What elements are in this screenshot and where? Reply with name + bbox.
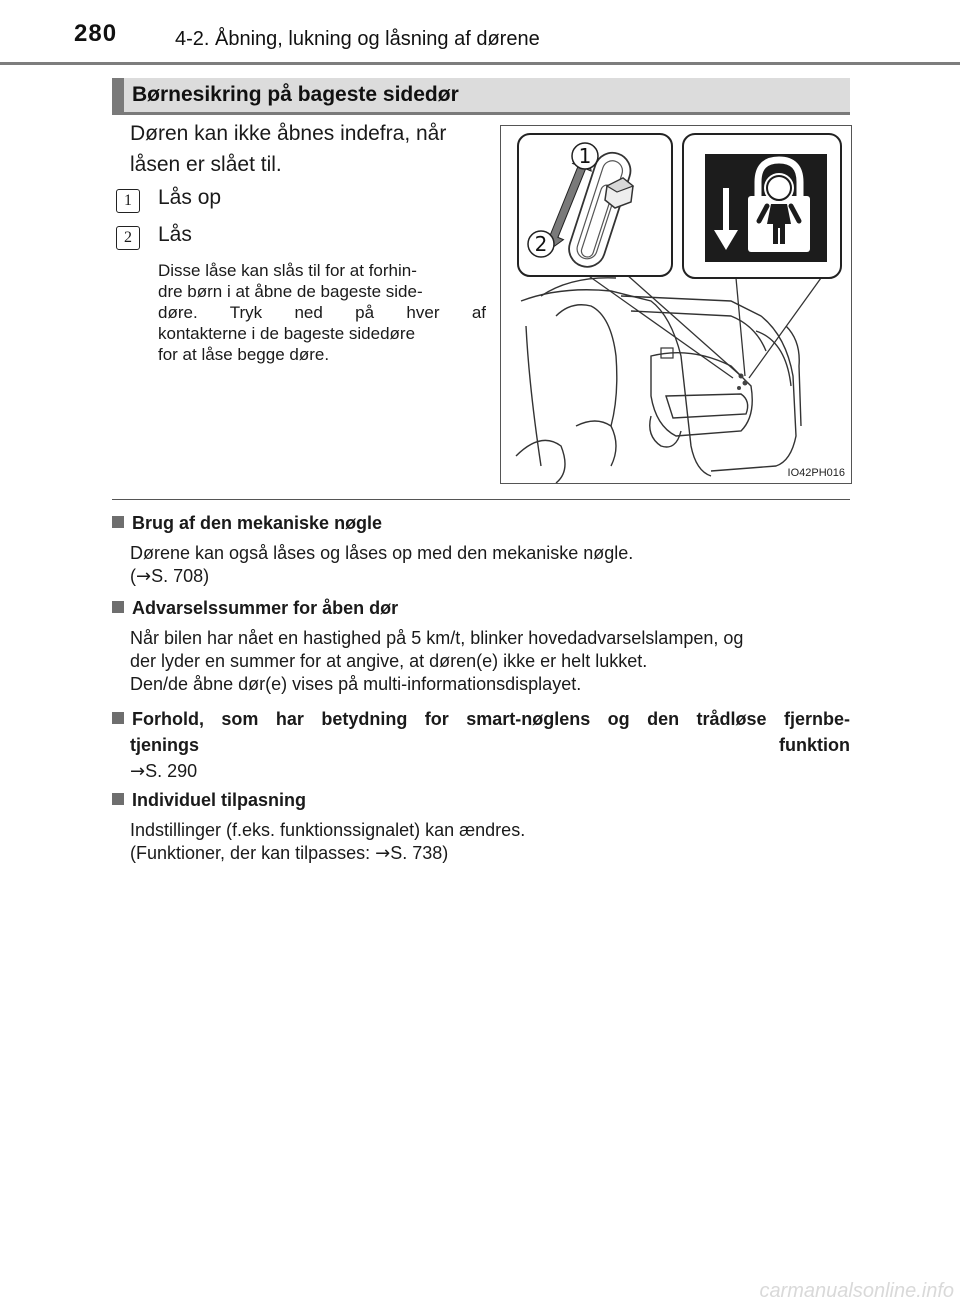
- body-line: Indstillinger (f.eks. funktionssignalet) kan ændres.: [130, 820, 526, 840]
- note-line: døre. Tryk ned på hver af: [158, 303, 486, 322]
- item-body-mechanical-key: [130, 542, 850, 588]
- reference-arrow-icon: →: [375, 843, 391, 864]
- item-body-smart-key: [130, 760, 850, 783]
- page-reference[interactable]: S. 290: [145, 761, 198, 781]
- page-reference[interactable]: S. 708): [151, 566, 210, 586]
- section-accent: [112, 78, 124, 112]
- figure-code: IO42PH016: [787, 467, 845, 479]
- step-label: Lås op: [158, 186, 222, 209]
- body-line: [130, 565, 850, 588]
- item-heading-mechanical-key: [112, 513, 382, 534]
- item-heading-text: Advarselssummer for åben dør: [132, 598, 399, 618]
- note-line: dre børn i at åbne de bageste side-: [158, 282, 423, 301]
- item-body-door-buzzer: [130, 627, 850, 696]
- step-note: [158, 260, 486, 365]
- item-heading-text: Forhold, som har betydning for smart-nøglens og den trådløse fjernbe-: [132, 709, 850, 729]
- body-line: Når bilen har nået en hastighed på 5 km/t, blinker hovedadvarselslampen, og: [130, 628, 744, 648]
- intro-line: låsen er slået til.: [130, 153, 282, 176]
- item-heading-door-buzzer: [112, 598, 398, 619]
- step-number-badge: 2: [116, 226, 140, 250]
- child-lock-drawing: [501, 126, 851, 483]
- body-line: Den/de åbne dør(e) vises på multi-informationsdisplayet.: [130, 674, 582, 694]
- header-rule: [0, 62, 960, 65]
- child-lock-illustration: [500, 125, 852, 484]
- step-number-badge: 1: [116, 189, 140, 213]
- section-heading-bar: [112, 78, 850, 112]
- page-reference[interactable]: S. 738): [390, 843, 449, 863]
- note-line: Disse låse kan slås til for at forhin-: [158, 261, 417, 280]
- page-number: 280: [74, 20, 118, 47]
- bullet-square-icon: [112, 793, 124, 805]
- section-divider: [112, 499, 850, 500]
- body-line: der lyder en summer for at angive, at døren(e) ikke er helt lukket.: [130, 651, 648, 671]
- step-label: Lås: [158, 223, 192, 246]
- section-title: Børnesikring på bageste sidedør: [132, 83, 459, 106]
- body-line: [130, 842, 850, 865]
- reference-arrow-icon: →: [136, 566, 152, 587]
- item-heading-smart-key: [112, 706, 850, 758]
- item-heading-customization: [112, 790, 306, 811]
- section-underline: [112, 112, 850, 115]
- paren-open: (: [130, 566, 136, 586]
- note-line: for at låse begge døre.: [158, 345, 330, 364]
- intro-line: Døren kan ikke åbnes indefra, når: [130, 122, 447, 145]
- bullet-square-icon: [112, 712, 124, 724]
- heading-line: tjenings funktion: [130, 735, 850, 755]
- item-heading-text: Brug af den mekaniske nøgle: [132, 513, 383, 533]
- item-heading-text: Individuel tilpasning: [132, 790, 307, 810]
- watermark: carmanualsonline.info: [759, 1280, 954, 1302]
- note-line: kontakterne i de bageste sidedøre: [158, 324, 416, 343]
- body-line: Dørene kan også låses og låses op med den mekaniske nøgle.: [130, 543, 634, 563]
- body-text: (Funktioner, der kan tilpasses:: [130, 843, 376, 863]
- section-intro: [130, 118, 490, 180]
- bullet-square-icon: [112, 516, 124, 528]
- body-line: [130, 760, 850, 783]
- callout-2: 2: [534, 232, 548, 256]
- heading-line: [112, 706, 850, 732]
- reference-arrow-icon: →: [130, 761, 146, 782]
- running-head: 4-2. Åbning, lukning og låsning af dørene: [175, 28, 540, 50]
- bullet-square-icon: [112, 601, 124, 613]
- item-body-customization: [130, 819, 850, 865]
- callout-1: 1: [578, 144, 592, 168]
